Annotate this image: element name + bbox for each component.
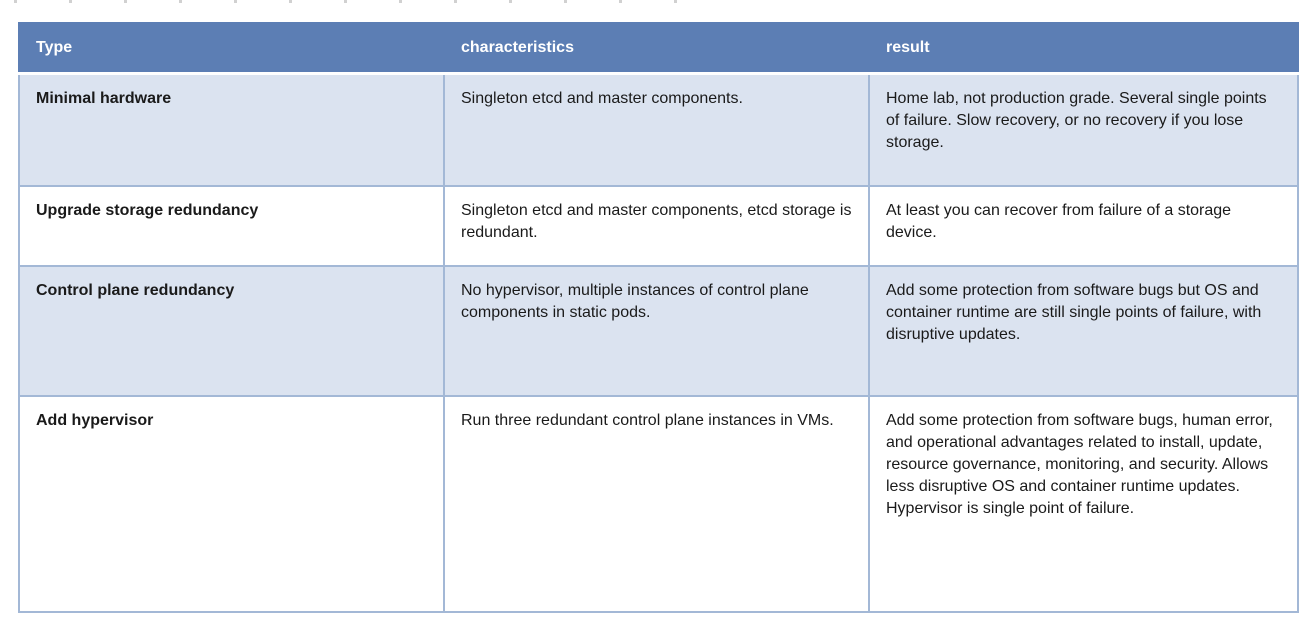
clipped-text-remnant [14,0,684,3]
cell-result: Home lab, not production grade. Several single points of failure. Slow recovery, or no recovery if you lose storage. [869,74,1298,186]
cell-type: Control plane redundancy [19,266,444,396]
table-row-control-plane-redundancy [19,266,1298,396]
table-header-row [19,23,1298,74]
cell-result: Add some protection from software bugs but OS and container runtime are still single points of failure, with disruptive updates. [869,266,1298,396]
ha-options-table [18,22,1299,613]
cell-characteristics: No hypervisor, multiple instances of control plane components in static pods. [444,266,869,396]
header-cell-result: result [869,23,1298,74]
table-row-upgrade-storage-redundancy [19,186,1298,266]
cell-characteristics: Run three redundant control plane instances in VMs. [444,396,869,612]
cell-characteristics: Singleton etcd and master components. [444,74,869,186]
header-cell-type: Type [19,23,444,74]
header-cell-characteristics: characteristics [444,23,869,74]
cell-characteristics: Singleton etcd and master components, etcd storage is redundant. [444,186,869,266]
cell-result: Add some protection from software bugs, human error, and operational advantages related to install, update, resource governance, monitoring, and security. Allows less disruptive OS and container runtime updates. Hypervisor is single point of failure. [869,396,1298,612]
cell-type: Upgrade storage redundancy [19,186,444,266]
cell-type: Minimal hardware [19,74,444,186]
table-row-add-hypervisor [19,396,1298,612]
cell-type: Add hypervisor [19,396,444,612]
table-row-minimal-hardware [19,74,1298,186]
cell-result: At least you can recover from failure of a storage device. [869,186,1298,266]
